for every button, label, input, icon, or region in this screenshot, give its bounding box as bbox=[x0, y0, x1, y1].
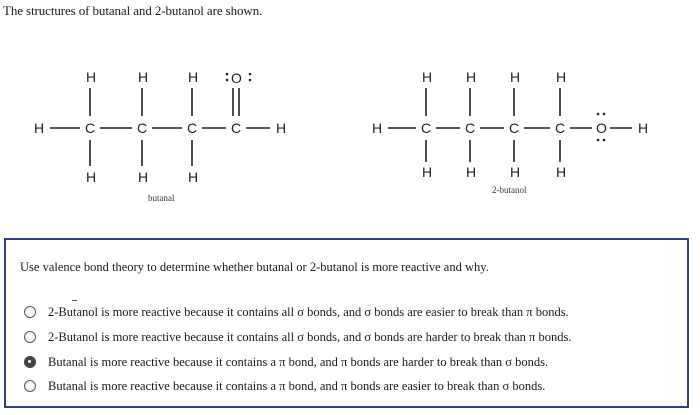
answer-option-selected[interactable] bbox=[24, 352, 548, 372]
answer-option[interactable] bbox=[24, 327, 571, 347]
atom-c: C bbox=[555, 120, 566, 136]
atom-h: H bbox=[466, 164, 477, 180]
butanol-structure bbox=[372, 69, 648, 195]
atom-h: H bbox=[510, 69, 521, 85]
atom-h: H bbox=[188, 69, 199, 85]
answer-option-label: 2-Butanol is more reactive because it contains all σ bonds, and σ bonds are easier to break than π bonds. bbox=[48, 304, 569, 319]
lone-pair-dot bbox=[249, 73, 252, 76]
atom-h: H bbox=[556, 69, 567, 85]
atom-c: C bbox=[465, 120, 476, 136]
lone-pair-dot bbox=[597, 113, 600, 116]
atom-h: H bbox=[638, 120, 649, 136]
atom-h: H bbox=[372, 120, 383, 136]
atom-h: H bbox=[86, 169, 97, 185]
atom-h: H bbox=[86, 69, 97, 85]
atom-o: O bbox=[231, 70, 242, 86]
atom-h: H bbox=[422, 69, 433, 85]
radio-button[interactable] bbox=[24, 331, 36, 343]
lone-pair-dot bbox=[249, 79, 252, 82]
question-prompt: Use valence bond theory to determine whether butanal or 2-butanol is more reactive and why. bbox=[20, 260, 489, 274]
atom-o: O bbox=[596, 120, 607, 136]
atom-h: H bbox=[422, 164, 433, 180]
answer-option[interactable] bbox=[24, 376, 545, 396]
atom-h: H bbox=[556, 164, 567, 180]
answer-option[interactable] bbox=[24, 302, 569, 322]
atom-c: C bbox=[509, 120, 520, 136]
answer-option-label: Butanal is more reactive because it contains a π bond, and π bonds are harder to break than σ bonds. bbox=[48, 354, 549, 369]
atom-h: H bbox=[138, 69, 149, 85]
atom-h: H bbox=[510, 164, 521, 180]
butanal-caption: butanal bbox=[148, 193, 175, 203]
answer-option-label: Butanal is more reactive because it contains a π bond, and π bonds are easier to break than σ bonds. bbox=[48, 378, 546, 393]
atom-c: C bbox=[421, 120, 432, 136]
butanol-caption: 2-butanol bbox=[492, 185, 527, 195]
answer-option-label: 2-Butanol is more reactive because it contains all σ bonds, and σ bonds are harder to break than π bonds. bbox=[48, 329, 572, 344]
lone-pair-dot bbox=[226, 79, 229, 82]
lone-pair-dot bbox=[226, 73, 229, 76]
atom-c: C bbox=[187, 120, 198, 136]
atom-h: H bbox=[34, 120, 45, 136]
lone-pair-dot bbox=[597, 139, 600, 142]
radio-button[interactable] bbox=[24, 380, 36, 392]
lone-pair-dot bbox=[603, 113, 606, 116]
radio-button[interactable] bbox=[24, 306, 36, 318]
atom-c: C bbox=[85, 120, 96, 136]
atom-h: H bbox=[138, 169, 149, 185]
atom-c: C bbox=[137, 120, 148, 136]
butanal-structure bbox=[34, 69, 286, 203]
atom-h: H bbox=[188, 169, 199, 185]
question-panel bbox=[4, 238, 689, 408]
atom-h: H bbox=[276, 120, 287, 136]
header-text: The structures of butanal and 2-butanol are shown. bbox=[3, 3, 263, 18]
radio-button-selected[interactable] bbox=[24, 356, 36, 368]
lone-pair-dot bbox=[603, 139, 606, 142]
atom-c: C bbox=[231, 120, 242, 136]
atom-h: H bbox=[466, 69, 477, 85]
text-cursor-mark bbox=[72, 300, 77, 301]
